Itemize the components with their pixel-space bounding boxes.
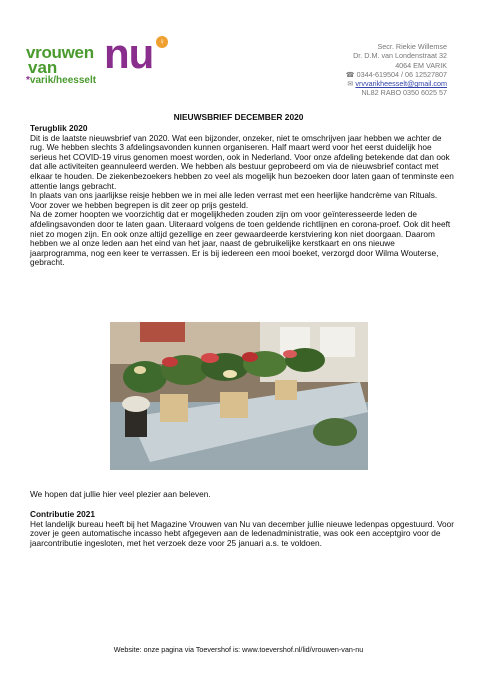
paragraph: Na de zomer hoopten we voorzichtig dat er mogelijkheden zouden zijn om voor geïnteresseerde leden de afdelingsavonden door te laten gaan. Uiteraard volgens de toen geldende richtlijnen en corona-proef. Ook dit heeft niet zo mogen zijn. En ook onze altijd gezellige en zeer gewaardeerde kerstviering kon niet doorgaan. Daarom hebben we al onze leden aan het eind van het jaar, naast de gebruikelijke kerstkaart en ons nieuwe jaarprogramma, nog een keer te verrassen. Er is bij iedereen een mooi boeket, verzorgd door Wilma Wouterse, gebracht.	[30, 209, 451, 268]
contact-secretary: Secr. Riekie Willemse	[377, 42, 447, 51]
logo-subtitle-text: varik/heesselt	[29, 75, 97, 86]
mail-icon: ✉	[347, 79, 356, 89]
logo-word-vrouwen: vrouwen	[26, 43, 94, 62]
paragraph: Dit is de laatste nieuwsbrief van 2020. Wat een bijzonder, onzeker, niet te omschrijven jaar hebben we achter de rug. We hebben slechts 3 afdelingsavonden kunnen organiseren. Half maart werd voor het eerst duidelijk hoe serieus het COVID-19 virus genomen moest worden, ook in Nederland. Voor onze afdeling betekende dat dan ook dat alle activiteiten geannuleerd werden. We hebben als bestuur geprobeerd om via de nieuwsbrief contact met elkaar te houden. De ziekenbezoekers hebben zo veel als mogelijk hun bezoeken door laten gaan of tenminste een attentie langs gebracht.	[30, 132, 454, 191]
section-heading: Contributie 2021	[30, 509, 96, 519]
contact-block	[346, 42, 447, 98]
section-heading: Terugblik 2020	[30, 123, 88, 133]
contact-email[interactable]: vrvvarikheesselt@gmail.com	[355, 79, 447, 89]
footer-website: Website: onze pagina via Toevershof is: www.toevershof.nl/lid/vrouwen-van-nu	[113, 645, 364, 654]
logo-mark-icon: ♀	[156, 36, 168, 48]
contact-city: 4064 EM VARIK	[395, 60, 447, 70]
contact-street: Dr. D.M. van Londenstraat 32	[353, 51, 447, 61]
paragraph: Het landelijk bureau heeft bij het Magazine Vrouwen van Nu van december jullie nieuwe ledenpas opgestuurd. Voor zover je geen automatische incasso hebt afgegeven aan de ledenadministratie, was ook een acceptgiro voor de jaarcontributie ingesloten, met het verzoek deze voor 25 januari a.s. te voldoen.	[30, 518, 455, 548]
logo-subtitle	[26, 75, 96, 86]
paragraph: In plaats van ons jaarlijkse reisje hebben we in mei alle leden verrast met een heerlijke handcrème van Rituals. Voor zover we hebben begrepen is dit zeer op prijs gesteld.	[30, 190, 438, 210]
logo-word-nu: nu	[104, 30, 154, 77]
section-terugblik	[30, 124, 455, 268]
newsletter-title: NIEUWSBRIEF DECEMBER 2020	[173, 112, 304, 122]
contact-phone: ☎ 0344-619504 / 06 12527807	[345, 69, 447, 79]
bouquets-photo	[110, 322, 368, 470]
logo	[26, 30, 176, 88]
photo-caption: We hopen dat jullie hier veel plezier aan beleven.	[30, 489, 211, 499]
logo-word-van: van	[28, 58, 58, 77]
section-contributie	[30, 510, 455, 548]
contact-email-line	[346, 79, 447, 88]
contact-bank: NL82 RABO 0350 6025 57	[361, 88, 447, 98]
logo-star: *	[26, 75, 30, 86]
